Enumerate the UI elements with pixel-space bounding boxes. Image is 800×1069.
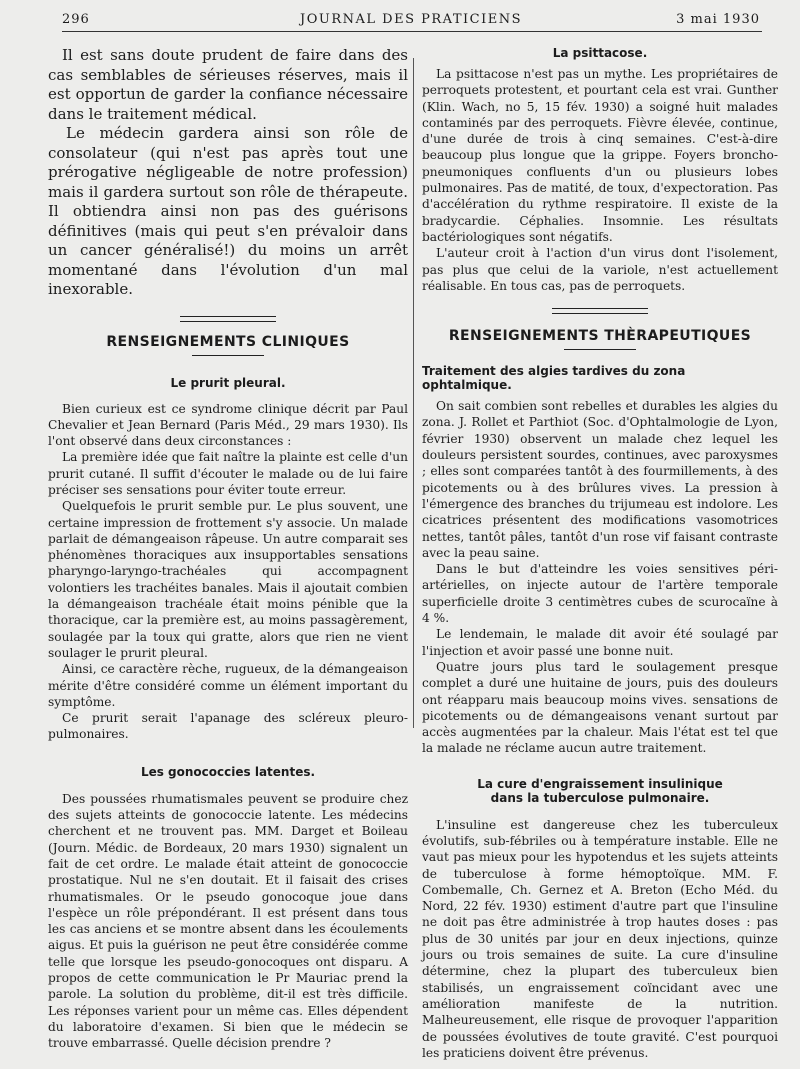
paragraph: L'insuline est dangereuse chez les tuberculeux évolutifs, sub-fébriles ou à température instable. Elle ne vaut pas mieux pour les hypotendus et les sujets atteints de tuberculose à forme hémoptoïque. MM. F. Combemalle, Ch. Gernez et A. Breton (Echo Méd. du Nord, 22 fév. 1930) estiment d'autre part que l'insuline ne doit pas être administrée à trop hautes doses : pas plus de 30 unités par jour en deux injections, quinze jours ou trois semaines de suite. La cure d'insuline détermine, chez la plupart des tuberculeux bien stabilisés, un engraissement coïncidant avec une amélioration manifeste de la nutrition. Malheureusement, elle risque de provoquer l'apparition de poussées évolutives de toute gravité. C'est pourquoi les praticiens doivent être prévenus. — [422, 817, 778, 1060]
journal-title: JOURNAL DES PRATICIENS — [300, 12, 522, 27]
paragraph: La première idée que fait naître la plainte est celle d'un prurit cutané. Il suffit d'écouter le malade ou de lui faire préciser ses sensations pour éviter toute erreur. — [48, 450, 408, 497]
intro-paragraph: Il est sans doute prudent de faire dans des cas semblables de sérieuses réserves, mais il est opportun de garder la confiance nécessaire dans le traitement médical. — [48, 46, 408, 123]
paragraph: Ainsi, ce caractère rèche, rugueux, de la démangeaison mérite d'être considéré comme un élément important du symptôme. — [48, 662, 408, 709]
section-title-cliniques: RENSEIGNEMENTS CLINIQUES — [106, 333, 350, 350]
paragraph: Quelquefois le prurit semble pur. Le plus souvent, une certaine impression de frottement s'y associe. Un malade parlait de démangeaison râpeuse. Un autre comparait ses phénomènes thoraciques aux insupportables sensations pharyngo-laryngo-trachéales qui accompagnent volontiers les trachéites banales. Mais il ajoutait combien la démangeaison trachéale était moins pénible que la thoracique, car la première est, au moins passagèrement, soulagée par la toux qui gratte, alors que rien ne vient soulager le prurit pleural. — [48, 499, 408, 660]
article-title-gonococcies: Les gonococcies latentes. — [140, 764, 316, 779]
paragraph: Bien curieux est ce syndrome clinique décrit par Paul Chevalier et Jean Bernard (Paris Méd., 29 mars 1930). Ils l'ont observé dans deux circonstances : — [48, 401, 408, 449]
paragraph: Ce prurit serait l'apanage des scléreux pleuro-pulmonaires. — [48, 711, 408, 742]
issue-date: 3 mai 1930 — [676, 12, 760, 27]
title-line: dans la tuberculose pulmonaire. — [490, 790, 710, 805]
article-title-zona: Traitement des algies tardives du zona ophtalmique. — [422, 364, 686, 393]
left-column — [48, 46, 408, 1051]
intro-text — [48, 46, 408, 300]
article-title-insuline — [422, 777, 778, 805]
article-title-psittacose: La psittacose. — [552, 46, 648, 60]
paragraph: Quatre jours plus tard le soulagement presque complet a duré une huitaine de jours, puis des douleurs ont réapparu mais beaucoup moins vives. sensations de picotements ou de démangeaisons venant surtout par accès augmentées par la chaleur. Mais l'état est tel que la malade ne réclame aucun autre traitement. — [422, 659, 778, 756]
title-line: La cure d'engraissement insulinique — [477, 776, 723, 791]
article-body-prurit — [48, 401, 408, 743]
article-body-insuline — [422, 817, 778, 1061]
article-body-zona — [422, 398, 778, 757]
paragraph: Le lendemain, le malade dit avoir été soulagé par l'injection et avoir passé une bonne nuit. — [422, 627, 778, 658]
header-rule — [62, 31, 762, 32]
page-number: 296 — [62, 12, 90, 27]
article-title-prurit: Le prurit pleural. — [170, 375, 286, 390]
paragraph: Des poussées rhumatismales peuvent se produire chez des sujets atteints de gonococcie latente. Les médecins cherchent et ne trouvent pas. MM. Darget et Boileau (Journ. Médic. de Bordeaux, 20 mars 1930) signalent un fait de cet ordre. Le malade était atteint de gonococcie prostatique. Nul ne s'en doutait. Et il faisait des crises rhumatismales. Or le pseudo gonocoque joue dans l'espèce un rôle prépondérant. Il est présent dans tous les cas anciens et se montre absent dans les écoulements aigus. Et puis la guérison ne peut être considérée comme telle que lorsque les pseudo-gonocoques ont disparu. A propos de cette communication le Pr Mauriac prend la parole. La solution du problème, dit-il est très difficile. Les réponses varient pour un même cas. Elles dépendent du laboratoire d'examen. Si bien que le médecin se trouve embarrassé. Quelle décision prendre ? — [48, 791, 408, 1051]
page-header — [62, 12, 760, 32]
article-body-gonococcies — [48, 791, 408, 1052]
paragraph: On sait combien sont rebelles et durables les algies du zona. J. Rollet et Parthiot (Soc. d'Ophtalmologie de Lyon, février 1930) observent un malade chez lequel les douleurs persistent sourdes, continues, avec paroxysmes ; elles sont comparées tantôt à des fourmillements, à des picotements ou à des brûlures vives. La pression à l'émergence des branches du trijumeau est indolore. Les cicatrices présentent des modifications vasomotrices nettes, tantôt pâles, tantôt d'un rose vif faisant contraste avec la peau saine. — [422, 399, 778, 560]
paragraph: L'auteur croit à l'action d'un virus dont l'isolement, pas plus que celui de la variole, n'est actuellement réalisable. En tous cas, pas de perroquets. — [422, 246, 778, 293]
article-body-psittacose — [422, 66, 778, 294]
right-column — [422, 46, 778, 1061]
section-title-therapeutiques: RENSEIGNEMENTS THÈRAPEUTIQUES — [448, 328, 752, 345]
column-rule — [413, 58, 414, 728]
intro-paragraph: Le médecin gardera ainsi son rôle de consolateur (qui n'est pas après tout une prérogative négligeable de notre profession) mais il gardera surtout son rôle de thérapeute. Il obtiendra ainsi non pas des guérisons définitives (mais qui peut s'en prévaloir dans un cancer généralisé!) du moins un arrêt momentané dans l'évolution d'un mal inexorable. — [48, 124, 408, 298]
paragraph: La psittacose n'est pas un mythe. Les propriétaires de perroquets protestent, et pourtant cela est vrai. Gunther (Klin. Wach, no 5, 15 fév. 1930) a soigné huit malades contaminés par des perroquets. Fièvre élevée, continue, d'une durée de trois à cinq semaines. C'est-à-dire beaucoup plus longue que la grippe. Foyers broncho-pneumoniques confluents d'un ou plusieurs lobes pulmonaires. Pas de matité, de toux, d'expectoration. Pas d'accélération du rythme respiratoire. Il existe de la bradycardie. Céphalies. Insomnie. Les résultats bactériologiques sont négatifs. — [422, 67, 778, 244]
paragraph: Dans le but d'atteindre les voies sensitives péri-artérielles, on injecte autour de l'artère temporale superficielle droite 3 centimètres cubes de scurocaïne à 4 %. — [422, 562, 778, 626]
